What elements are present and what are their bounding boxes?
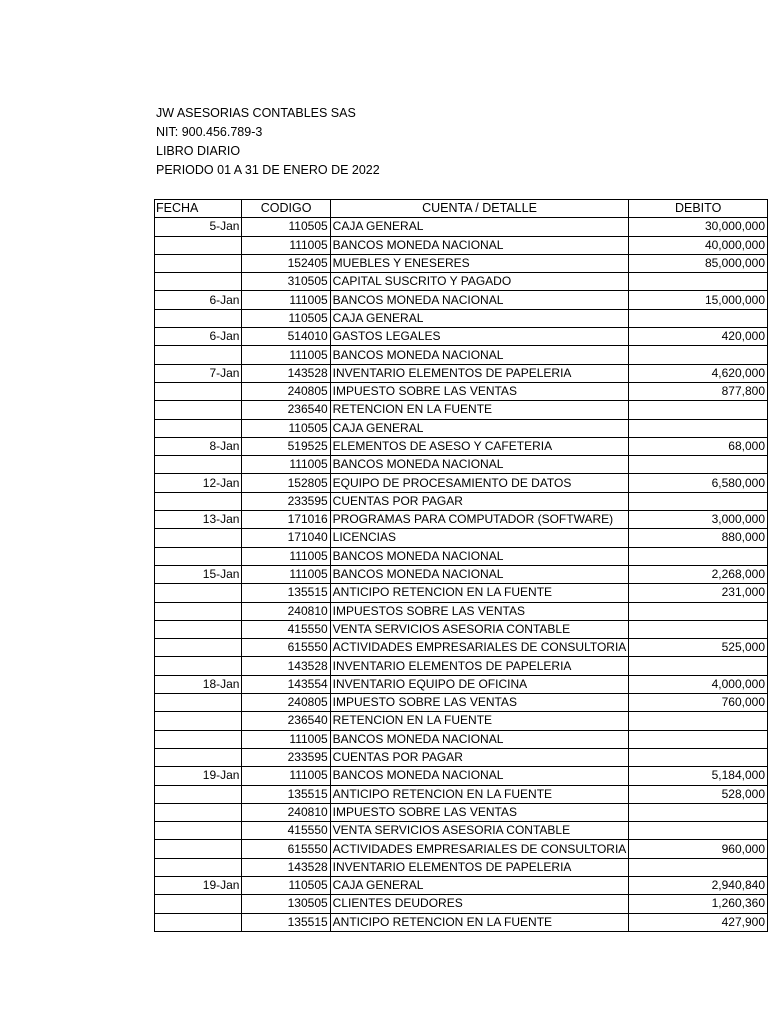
cell-fecha: 12-Jan: [155, 474, 242, 492]
cell-codigo: 615550: [242, 639, 330, 657]
cell-codigo: 519525: [242, 437, 330, 455]
cell-debito: [629, 602, 768, 620]
cell-fecha: 7-Jan: [155, 364, 242, 382]
cell-cuenta: LICENCIAS: [330, 529, 629, 547]
cell-fecha: 8-Jan: [155, 437, 242, 455]
period-label: PERIODO 01 A 31 DE ENERO DE 2022: [156, 163, 380, 177]
cell-debito: [629, 822, 768, 840]
cell-cuenta: CAJA GENERAL: [330, 309, 629, 327]
cell-fecha: [155, 529, 242, 547]
cell-codigo: 171040: [242, 529, 330, 547]
table-row: [155, 236, 768, 254]
cell-debito: 15,000,000: [629, 291, 768, 309]
cell-debito: [629, 620, 768, 638]
cell-debito: 420,000: [629, 328, 768, 346]
cell-fecha: [155, 822, 242, 840]
cell-cuenta: RETENCION EN LA FUENTE: [330, 712, 629, 730]
cell-debito: [629, 419, 768, 437]
table-row: [155, 291, 768, 309]
cell-cuenta: CAJA GENERAL: [330, 218, 629, 236]
column-header-debito: DEBITO: [629, 200, 768, 218]
cell-fecha: [155, 309, 242, 327]
cell-cuenta: PROGRAMAS PARA COMPUTADOR (SOFTWARE): [330, 511, 629, 529]
cell-cuenta: BANCOS MONEDA NACIONAL: [330, 565, 629, 583]
cell-debito: 1,260,360: [629, 895, 768, 913]
cell-fecha: [155, 712, 242, 730]
cell-codigo: 240810: [242, 602, 330, 620]
cell-codigo: 110505: [242, 218, 330, 236]
cell-fecha: [155, 584, 242, 602]
cell-debito: 85,000,000: [629, 254, 768, 272]
table-row: [155, 785, 768, 803]
cell-fecha: 19-Jan: [155, 767, 242, 785]
cell-debito: 877,800: [629, 382, 768, 400]
cell-cuenta: CLIENTES DEUDORES: [330, 895, 629, 913]
cell-codigo: 615550: [242, 840, 330, 858]
cell-cuenta: CUENTAS POR PAGAR: [330, 492, 629, 510]
table-row: [155, 767, 768, 785]
cell-cuenta: ANTICIPO RETENCION EN LA FUENTE: [330, 584, 629, 602]
cell-fecha: [155, 602, 242, 620]
cell-fecha: [155, 840, 242, 858]
cell-codigo: 233595: [242, 748, 330, 766]
cell-fecha: [155, 694, 242, 712]
cell-codigo: 233595: [242, 492, 330, 510]
cell-cuenta: IMPUESTO SOBRE LAS VENTAS: [330, 382, 629, 400]
cell-codigo: 240805: [242, 382, 330, 400]
column-header-codigo: CODIGO: [242, 200, 330, 218]
cell-debito: 528,000: [629, 785, 768, 803]
cell-debito: [629, 730, 768, 748]
cell-cuenta: RETENCION EN LA FUENTE: [330, 401, 629, 419]
cell-fecha: [155, 895, 242, 913]
cell-cuenta: INVENTARIO ELEMENTOS DE PAPELERIA: [330, 858, 629, 876]
table-row: [155, 309, 768, 327]
cell-codigo: 152405: [242, 254, 330, 272]
cell-cuenta: CAJA GENERAL: [330, 876, 629, 894]
cell-fecha: [155, 748, 242, 766]
cell-codigo: 111005: [242, 730, 330, 748]
cell-codigo: 111005: [242, 236, 330, 254]
table-row: [155, 474, 768, 492]
cell-cuenta: BANCOS MONEDA NACIONAL: [330, 291, 629, 309]
cell-codigo: 111005: [242, 767, 330, 785]
cell-fecha: [155, 639, 242, 657]
column-header-cuenta: CUENTA / DETALLE: [330, 200, 629, 218]
cell-codigo: 111005: [242, 456, 330, 474]
cell-codigo: 135515: [242, 584, 330, 602]
cell-debito: 427,900: [629, 913, 768, 931]
cell-fecha: [155, 236, 242, 254]
cell-cuenta: IMPUESTO SOBRE LAS VENTAS: [330, 803, 629, 821]
cell-debito: [629, 858, 768, 876]
table-row: [155, 712, 768, 730]
cell-fecha: [155, 913, 242, 931]
cell-debito: [629, 547, 768, 565]
cell-codigo: 240805: [242, 694, 330, 712]
cell-cuenta: ACTIVIDADES EMPRESARIALES DE CONSULTORIA: [330, 639, 629, 657]
table-header-row: [155, 200, 768, 218]
cell-cuenta: BANCOS MONEDA NACIONAL: [330, 547, 629, 565]
company-name: JW ASESORIAS CONTABLES SAS: [156, 106, 356, 120]
cell-codigo: 240810: [242, 803, 330, 821]
cell-codigo: 130505: [242, 895, 330, 913]
cell-cuenta: CUENTAS POR PAGAR: [330, 748, 629, 766]
cell-codigo: 143528: [242, 858, 330, 876]
cell-fecha: [155, 547, 242, 565]
cell-cuenta: INVENTARIO ELEMENTOS DE PAPELERIA: [330, 364, 629, 382]
table-row: [155, 730, 768, 748]
cell-cuenta: INVENTARIO EQUIPO DE OFICINA: [330, 675, 629, 693]
cell-codigo: 310505: [242, 273, 330, 291]
cell-cuenta: IMPUESTO SOBRE LAS VENTAS: [330, 694, 629, 712]
cell-fecha: [155, 657, 242, 675]
cell-codigo: 111005: [242, 291, 330, 309]
table-row: [155, 858, 768, 876]
cell-cuenta: BANCOS MONEDA NACIONAL: [330, 346, 629, 364]
cell-fecha: [155, 273, 242, 291]
cell-cuenta: BANCOS MONEDA NACIONAL: [330, 456, 629, 474]
table-row: [155, 840, 768, 858]
cell-codigo: 171016: [242, 511, 330, 529]
cell-cuenta: VENTA SERVICIOS ASESORIA CONTABLE: [330, 822, 629, 840]
cell-codigo: 111005: [242, 346, 330, 364]
cell-cuenta: BANCOS MONEDA NACIONAL: [330, 767, 629, 785]
cell-debito: 760,000: [629, 694, 768, 712]
cell-debito: 5,184,000: [629, 767, 768, 785]
cell-codigo: 135515: [242, 785, 330, 803]
cell-fecha: 6-Jan: [155, 291, 242, 309]
table-row: [155, 419, 768, 437]
cell-codigo: 415550: [242, 620, 330, 638]
cell-codigo: 152805: [242, 474, 330, 492]
cell-cuenta: ELEMENTOS DE ASESO Y CAFETERIA: [330, 437, 629, 455]
cell-codigo: 514010: [242, 328, 330, 346]
cell-cuenta: CAPITAL SUSCRITO Y PAGADO: [330, 273, 629, 291]
table-row: [155, 639, 768, 657]
cell-fecha: [155, 620, 242, 638]
cell-debito: 960,000: [629, 840, 768, 858]
cell-codigo: 111005: [242, 565, 330, 583]
cell-codigo: 110505: [242, 309, 330, 327]
table-row: [155, 511, 768, 529]
cell-cuenta: CAJA GENERAL: [330, 419, 629, 437]
cell-fecha: 5-Jan: [155, 218, 242, 236]
table-row: [155, 895, 768, 913]
cell-codigo: 143528: [242, 657, 330, 675]
cell-cuenta: ANTICIPO RETENCION EN LA FUENTE: [330, 785, 629, 803]
cell-debito: 231,000: [629, 584, 768, 602]
table-row: [155, 675, 768, 693]
cell-debito: [629, 346, 768, 364]
cell-fecha: [155, 456, 242, 474]
cell-codigo: 111005: [242, 547, 330, 565]
company-nit: NIT: 900.456.789-3: [156, 125, 263, 139]
table-row: [155, 565, 768, 583]
cell-cuenta: INVENTARIO ELEMENTOS DE PAPELERIA: [330, 657, 629, 675]
book-title: LIBRO DIARIO: [156, 144, 241, 158]
cell-debito: 2,268,000: [629, 565, 768, 583]
cell-cuenta: GASTOS LEGALES: [330, 328, 629, 346]
table-row: [155, 529, 768, 547]
cell-cuenta: VENTA SERVICIOS ASESORIA CONTABLE: [330, 620, 629, 638]
table-row: [155, 492, 768, 510]
cell-debito: [629, 273, 768, 291]
cell-debito: 2,940,840: [629, 876, 768, 894]
cell-codigo: 236540: [242, 401, 330, 419]
cell-cuenta: MUEBLES Y ENESERES: [330, 254, 629, 272]
cell-fecha: [155, 492, 242, 510]
cell-fecha: [155, 803, 242, 821]
cell-debito: [629, 401, 768, 419]
cell-fecha: [155, 382, 242, 400]
table-row: [155, 401, 768, 419]
cell-debito: [629, 712, 768, 730]
cell-debito: 525,000: [629, 639, 768, 657]
column-header-fecha: FECHA: [155, 200, 242, 218]
cell-debito: 6,580,000: [629, 474, 768, 492]
table-row: [155, 694, 768, 712]
cell-debito: [629, 803, 768, 821]
cell-cuenta: IMPUESTOS SOBRE LAS VENTAS: [330, 602, 629, 620]
cell-codigo: 110505: [242, 876, 330, 894]
table-row: [155, 876, 768, 894]
table-row: [155, 364, 768, 382]
cell-cuenta: ACTIVIDADES EMPRESARIALES DE CONSULTORIA: [330, 840, 629, 858]
cell-debito: 40,000,000: [629, 236, 768, 254]
table-row: [155, 547, 768, 565]
cell-fecha: 18-Jan: [155, 675, 242, 693]
table-row: [155, 748, 768, 766]
cell-debito: 880,000: [629, 529, 768, 547]
cell-fecha: [155, 401, 242, 419]
table-row: [155, 346, 768, 364]
cell-debito: [629, 748, 768, 766]
cell-debito: [629, 456, 768, 474]
cell-fecha: [155, 858, 242, 876]
table-row: [155, 803, 768, 821]
cell-fecha: 6-Jan: [155, 328, 242, 346]
cell-debito: [629, 657, 768, 675]
table-row: [155, 273, 768, 291]
cell-fecha: [155, 254, 242, 272]
cell-cuenta: BANCOS MONEDA NACIONAL: [330, 236, 629, 254]
cell-cuenta: EQUIPO DE PROCESAMIENTO DE DATOS: [330, 474, 629, 492]
table-row: [155, 602, 768, 620]
cell-debito: 3,000,000: [629, 511, 768, 529]
table-row: [155, 620, 768, 638]
cell-codigo: 143528: [242, 364, 330, 382]
table-row: [155, 456, 768, 474]
table-row: [155, 584, 768, 602]
cell-fecha: [155, 419, 242, 437]
cell-fecha: 13-Jan: [155, 511, 242, 529]
cell-fecha: [155, 730, 242, 748]
cell-codigo: 110505: [242, 419, 330, 437]
journal-table-body: [155, 218, 768, 932]
table-row: [155, 437, 768, 455]
table-row: [155, 913, 768, 931]
cell-debito: 4,000,000: [629, 675, 768, 693]
cell-codigo: 236540: [242, 712, 330, 730]
cell-codigo: 415550: [242, 822, 330, 840]
cell-codigo: 135515: [242, 913, 330, 931]
cell-debito: [629, 492, 768, 510]
cell-debito: 30,000,000: [629, 218, 768, 236]
cell-cuenta: BANCOS MONEDA NACIONAL: [330, 730, 629, 748]
cell-fecha: [155, 346, 242, 364]
document-header: [156, 104, 380, 180]
table-row: [155, 382, 768, 400]
cell-fecha: 19-Jan: [155, 876, 242, 894]
journal-table: [154, 199, 768, 932]
cell-cuenta: ANTICIPO RETENCION EN LA FUENTE: [330, 913, 629, 931]
cell-codigo: 143554: [242, 675, 330, 693]
table-row: [155, 822, 768, 840]
table-row: [155, 657, 768, 675]
table-row: [155, 328, 768, 346]
cell-fecha: 15-Jan: [155, 565, 242, 583]
cell-debito: [629, 309, 768, 327]
cell-debito: 4,620,000: [629, 364, 768, 382]
table-row: [155, 218, 768, 236]
cell-debito: 68,000: [629, 437, 768, 455]
table-row: [155, 254, 768, 272]
cell-fecha: [155, 785, 242, 803]
